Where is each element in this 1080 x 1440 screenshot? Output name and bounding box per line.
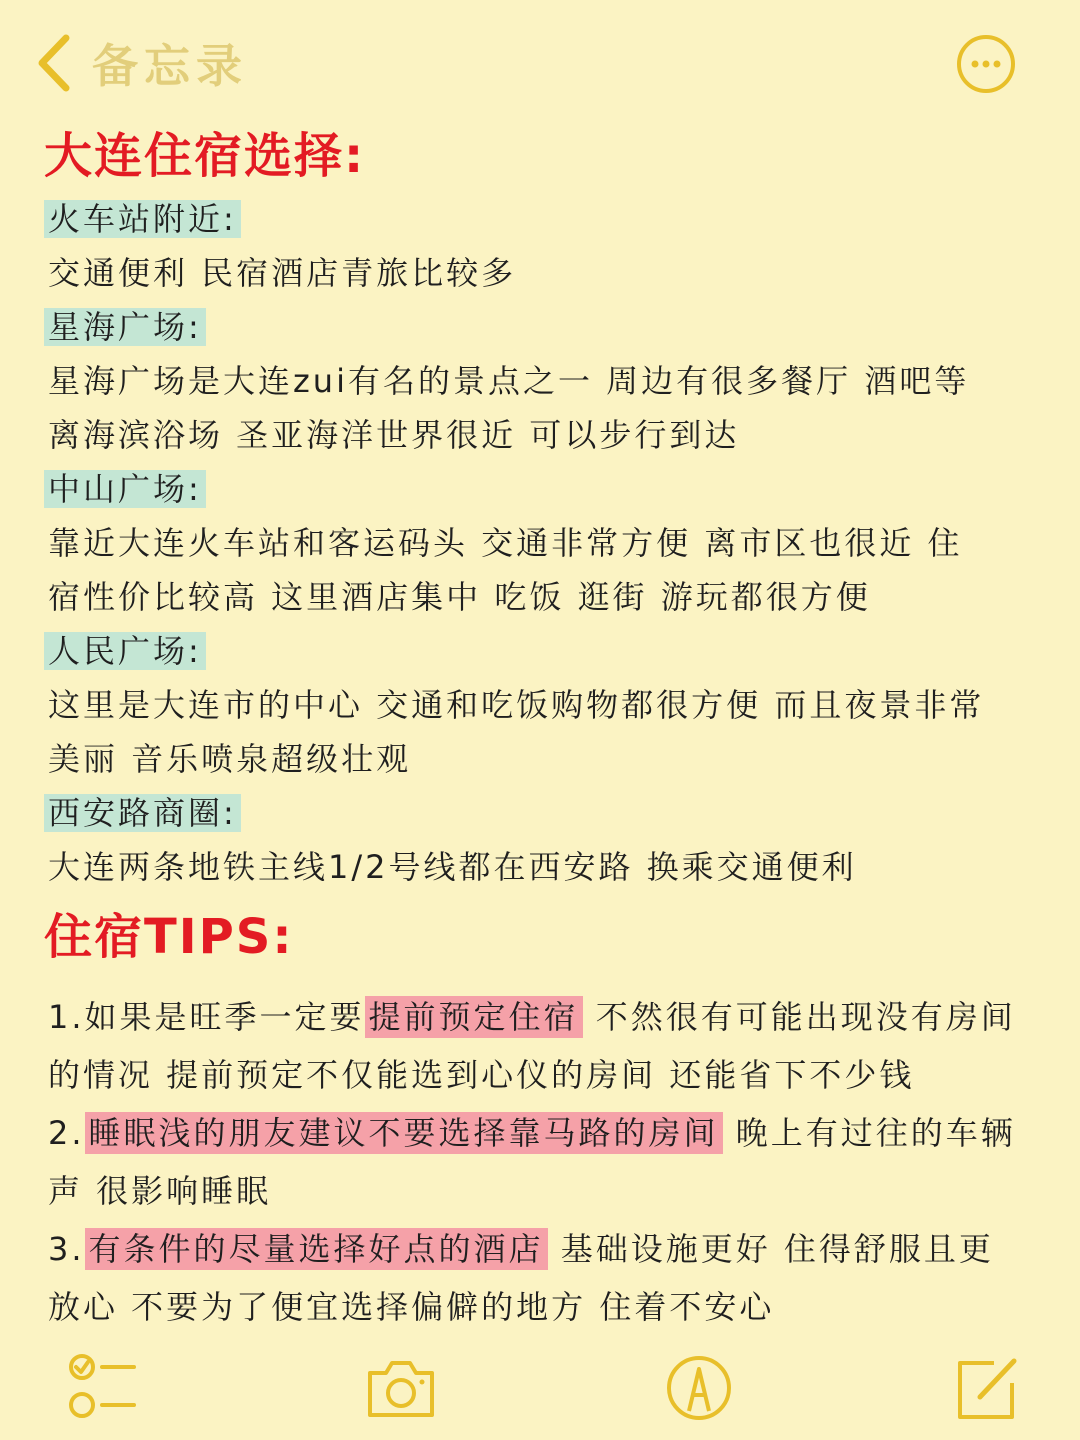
chevron-left-icon xyxy=(34,32,74,94)
bottom-toolbar xyxy=(0,1345,1080,1440)
tips-list xyxy=(48,988,1058,1336)
area-text: 美丽 音乐喷泉超级壮观 xyxy=(48,740,412,778)
area-text: 宿性价比较高 这里酒店集中 吃饭 逛街 游玩都很方便 xyxy=(48,578,871,616)
area-text: 离海滨浴场 圣亚海洋世界很近 可以步行到达 xyxy=(48,416,740,454)
area-text: 这里是大连市的中心 交通和吃饭购物都很方便 而且夜景非常 xyxy=(48,686,985,724)
area-heading: 西安路商圈: xyxy=(48,786,1058,840)
checklist-icon[interactable] xyxy=(66,1351,140,1425)
more-options-icon[interactable] xyxy=(955,33,1017,95)
tip-2-cont: 声 很影响睡眠 xyxy=(48,1172,272,1210)
area-heading: 火车站附近: xyxy=(48,192,1058,246)
tips-title: 住宿TIPS: xyxy=(44,909,294,965)
pen-markup-icon[interactable] xyxy=(662,1351,736,1425)
tip-1: 1.如果是旺季一定要 提前预定住宿 不然很有可能出现没有房间 xyxy=(48,998,1016,1036)
tip-1-cont: 的情况 提前预定不仅能选到心仪的房间 还能省下不少钱 xyxy=(48,1056,915,1094)
tip-2: 2. 睡眠浅的朋友建议不要选择靠马路的房间 晚上有过往的车辆 xyxy=(48,1114,1016,1152)
area-heading: 人民广场: xyxy=(48,624,1058,678)
back-button[interactable] xyxy=(34,28,248,98)
compose-icon[interactable] xyxy=(950,1351,1024,1425)
nav-bar xyxy=(0,0,1080,120)
area-heading: 中山广场: xyxy=(48,462,1058,516)
area-heading: 星海广场: xyxy=(48,300,1058,354)
area-text: 靠近大连火车站和客运码头 交通非常方便 离市区也很近 住 xyxy=(48,524,963,562)
tip-3-cont: 放心 不要为了便宜选择偏僻的地方 住着不安心 xyxy=(48,1288,775,1326)
tip-3: 3. 有条件的尽量选择好点的酒店 基础设施更好 住得舒服且更 xyxy=(48,1230,994,1268)
area-text: 交通便利 民宿酒店青旅比较多 xyxy=(48,254,517,292)
note-title: 大连住宿选择: xyxy=(44,128,366,184)
area-text: 大连两条地铁主线1/2号线都在西安路 换乘交通便利 xyxy=(48,848,857,886)
back-label: 备忘录 xyxy=(92,39,248,93)
area-text: 星海广场是大连zui有名的景点之一 周边有很多餐厅 酒吧等 xyxy=(48,362,970,400)
note-body[interactable] xyxy=(44,120,1058,1336)
camera-icon[interactable] xyxy=(364,1351,438,1425)
